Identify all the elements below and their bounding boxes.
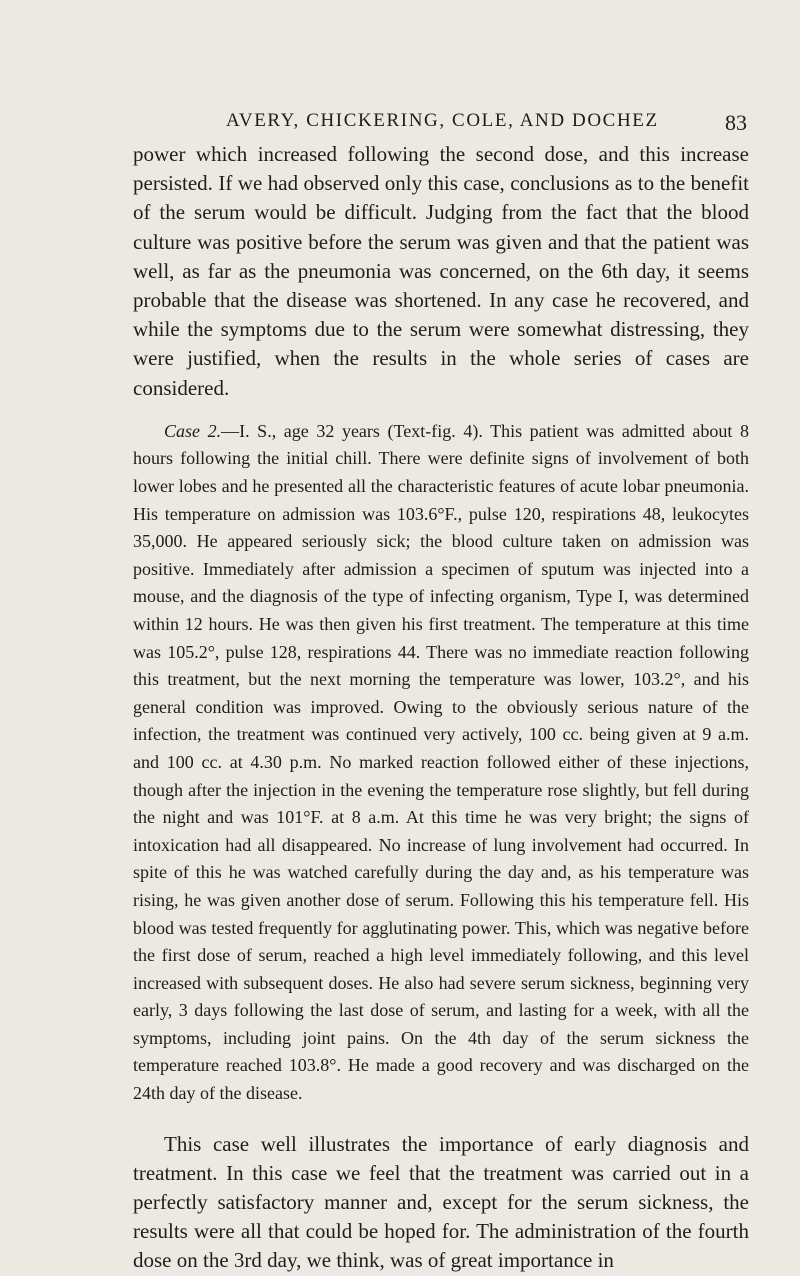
case-2-text: —I. S., age 32 years (Text-fig. 4). This patient was admitted about 8 hours following the initial chill. There were definite signs of involvement of both lower lobes and he presented all the characteristic features of acute lobar pneumonia. His temperature on admission was 103.6°F., pulse 120, respirations 48, leukocytes 35,000. He appeared seriously sick; the blood culture taken on admission was positive. Immediately after admission a specimen of sputum was injected into a mouse, and the diagnosis of the type of infecting organism, Type I, was determined within 12 hours. He was then given his first treatment. The temperature at this time was 105.2°, pulse 128, respirations 44. There was no immediate reaction following this treatment, but the next morning the temperature was lower, 103.2°, and his general condition was improved. Owing to the obviously serious nature of the infection, the treatment was continued very actively, 100 cc. being given at 9 a.m. and 100 cc. at 4.30 p.m. No marked reaction followed either of these injections, though after the injection in the evening the temperature rose slightly, but fell during the night and was 101°F. at 8 a.m. At this time he was very bright; the signs of intoxication had all disappeared. No increase of lung involvement had occurred. In spite of this he was watched carefully during the day and, as his temperature was rising, he was given another dose of serum. Following this his temperature fell. His blood was tested frequently for agglutinating power. This, which was negative before the first dose of serum, reached a high level immediately following, and this level increased with subsequent doses. He also had severe serum sickness, beginning very early, 3 days following the last dose of serum, and lasting for a week, with all the symptoms, including joint pains. On the 4th day of the serum sickness the temperature reached 103.8°. He made a good recovery and was discharged on the 24th day of the disease. bbox=[133, 420, 749, 1104]
paragraph-continuation: power which increased following the second dose, and this increase persisted. If we had observed only this case, conclusions as to the benefit of the serum would be difficult. Judging from the fact that the blood culture was positive before the serum was given and that the patient was well, as far as the pneumonia was concerned, on the 6th day, it seems probable that the disease was shortened. In any case he recovered, and while the symptoms due to the serum were somewhat distressing, they were justified, when the results in the whole series of cases are considered. bbox=[133, 142, 749, 400]
running-title: AVERY, CHICKERING, COLE, AND DOCHEZ bbox=[226, 110, 659, 131]
paragraph-case-2 bbox=[133, 418, 749, 1108]
case-label: Case 2. bbox=[164, 420, 222, 441]
page-number: 83 bbox=[725, 110, 747, 135]
body-text bbox=[133, 140, 749, 1276]
running-head bbox=[0, 110, 800, 140]
paragraph-discussion: This case well illustrates the importance of early diagnosis and treatment. In this case we feel that the treatment was carried out in a perfectly satisfactory manner and, except for the serum sickness, the results were all that could be hoped for. The administration of the fourth dose on the 3rd day, we think, was of great importance in bbox=[133, 1131, 749, 1273]
